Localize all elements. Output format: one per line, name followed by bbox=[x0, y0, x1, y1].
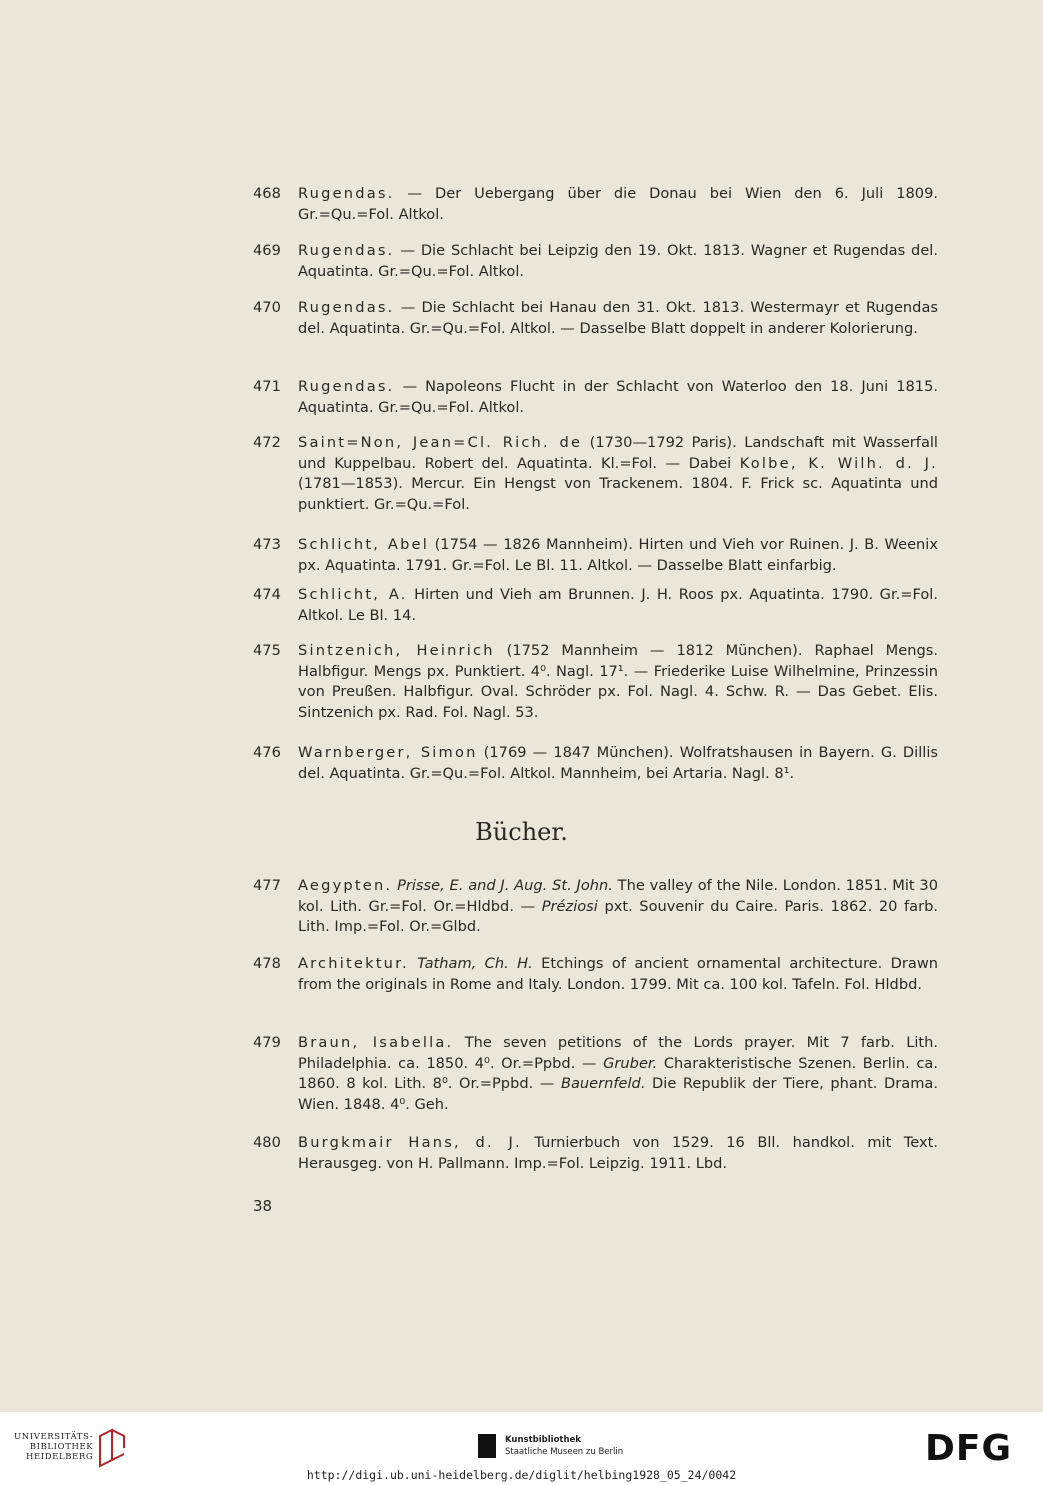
permalink-url[interactable]: http://digi.ub.uni-heidelberg.de/diglit/helbing1928_05_24/0042 bbox=[306, 1468, 737, 1482]
entry-name: Burgkmair Hans, d. J. bbox=[298, 1134, 522, 1151]
entry-text: Schlicht, Abel (1754 — 1826 Mannheim). Hirten und Vieh vor Ruinen. J. B. Weenix px. Aquatinta. 1791. Gr.=Fol. Le Bl. 11. Altkol. — Dasselbe Blatt einfarbig. bbox=[298, 536, 939, 574]
entry-text: Schlicht, A. Hirten und Vieh am Brunnen. J. H. Roos px. Aquatinta. 1790. Gr.=Fol. Altkol. Le Bl. 14. bbox=[298, 586, 938, 624]
entry-number: 473 bbox=[253, 536, 281, 553]
entry-name: Rugendas. bbox=[298, 299, 395, 316]
entry-number: 478 bbox=[253, 955, 281, 972]
catalog-entry-474 bbox=[253, 585, 943, 626]
catalog-entry-480 bbox=[253, 1133, 943, 1174]
entry-text: Braun, Isabella. The seven petitions of the Lords prayer. Mit 7 farb. Lith. Philadelphia. ca. 1850. 4⁰. Or.=Ppbd. — Gruber. Charakteristische Szenen. Berlin. ca. 1860. 8 kol. Lith. 8⁰. Or.=Ppbd. — Bauernfeld. Die Republik der Tiere, phant. Drama. Wien. 1848. 4⁰. Geh. bbox=[298, 1034, 938, 1113]
entry-text: Burgkmair Hans, d. J. Turnierbuch von 1529. 16 Bll. handkol. mit Text. Herausgeg. von H. Pallmann. Imp.=Fol. Leipzig. 1911. Lbd. bbox=[298, 1134, 938, 1172]
catalog-entry-477 bbox=[253, 876, 943, 938]
entry-number: 471 bbox=[253, 378, 281, 395]
entry-text: Architektur. Tatham, Ch. H. Etchings of ancient ornamental architecture. Drawn from the originals in Rome and Italy. London. 1799. Mit ca. 100 kol. Tafeln. Fol. Hldbd. bbox=[298, 955, 939, 993]
page-number: 38 bbox=[253, 1197, 273, 1215]
catalog-entry-470 bbox=[253, 298, 943, 339]
catalog-entry-476 bbox=[253, 743, 943, 784]
entry-number: 468 bbox=[253, 185, 281, 202]
entry-name: Braun, Isabella. bbox=[298, 1034, 454, 1051]
catalog-entry-473 bbox=[253, 535, 943, 576]
catalog-entry-471 bbox=[253, 377, 943, 418]
entry-name: Schlicht, Abel bbox=[298, 536, 429, 553]
entry-name: Schlicht, A. bbox=[298, 586, 408, 603]
entry-text: Saint=Non, Jean=Cl. Rich. de (1730—1792 Paris). Landschaft mit Wasserfall und Kuppelbau. Robert del. Aquatinta. Kl.=Fol. — Dabei Kolbe, K. Wilh. d. J. (1781—1853). Mercur. Ein Hengst von Trackenem. 1804. F. Frick sc. Aquatinta und punktiert. Gr.=Qu.=Fol. bbox=[298, 434, 938, 513]
entry-text: Warnberger, Simon (1769 — 1847 München). Wolfratshausen in Bayern. G. Dillis del. Aquatinta. Gr.=Qu.=Fol. Altkol. Mannheim, bei Artaria. Nagl. 8¹. bbox=[298, 744, 938, 782]
entry-number: 472 bbox=[253, 434, 281, 451]
university-logo-icon[interactable] bbox=[96, 1426, 128, 1470]
catalog-entry-479 bbox=[253, 1033, 943, 1115]
entry-text: Aegypten. Prisse, E. and J. Aug. St. John. The valley of the Nile. London. 1851. Mit 30 kol. Lith. Gr.=Fol. Or.=Hldbd. — Préziosi pxt. Souvenir du Caire. Paris. 1862. 20 farb. Lith. Imp.=Fol. Or.=Glbd. bbox=[298, 877, 938, 935]
section-heading: Bücher. bbox=[475, 818, 568, 846]
catalog-entry-469 bbox=[253, 241, 943, 282]
entry-number: 479 bbox=[253, 1034, 281, 1051]
kunstbibliothek-label[interactable]: Kunstbibliothek Staatliche Museen zu Berlin bbox=[505, 1435, 624, 1457]
university-library-label[interactable]: UNIVERSITÄTS- BIBLIOTHEK HEIDELBERG bbox=[14, 1432, 94, 1462]
dfg-logo[interactable]: DFG bbox=[925, 1428, 1013, 1469]
catalog-entry-468 bbox=[253, 184, 943, 225]
entry-number: 475 bbox=[253, 642, 281, 659]
entry-name: Architektur. bbox=[298, 955, 409, 972]
kunstbibliothek-logo-icon[interactable] bbox=[478, 1434, 496, 1458]
viewer-footer bbox=[0, 1412, 1043, 1485]
catalog-entry-472 bbox=[253, 433, 943, 515]
entry-name: Rugendas. bbox=[298, 242, 395, 259]
entry-number: 480 bbox=[253, 1134, 281, 1151]
entry-number: 470 bbox=[253, 299, 281, 316]
catalog-entry-478 bbox=[253, 954, 943, 995]
entry-text: Rugendas. — Napoleons Flucht in der Schlacht von Waterloo den 18. Juni 1815. Aquatinta. Gr.=Qu.=Fol. Altkol. bbox=[298, 378, 938, 416]
entry-name: Sintzenich, Heinrich bbox=[298, 642, 495, 659]
entry-name-secondary: Kolbe, K. Wilh. d. J. bbox=[739, 454, 938, 472]
catalog-entry-475 bbox=[253, 641, 943, 723]
entry-name: Rugendas. bbox=[298, 378, 395, 395]
entry-text: Rugendas. — Die Schlacht bei Hanau den 31. Okt. 1813. Westermayr et Rugendas del. Aquatinta. Gr.=Qu.=Fol. Altkol. — Dasselbe Blatt doppelt in anderer Kolorierung. bbox=[298, 299, 938, 337]
entry-name: Rugendas. bbox=[298, 185, 395, 202]
entry-text: Rugendas. — Die Schlacht bei Leipzig den 19. Okt. 1813. Wagner et Rugendas del. Aquatinta. Gr.=Qu.=Fol. Altkol. bbox=[298, 242, 938, 280]
entry-name: Aegypten. bbox=[298, 877, 393, 894]
entry-text: Rugendas. — Der Uebergang über die Donau bei Wien den 6. Juli 1809. Gr.=Qu.=Fol. Altkol. bbox=[298, 185, 938, 223]
entry-text: Sintzenich, Heinrich (1752 Mannheim — 1812 München). Raphael Mengs. Halbfigur. Mengs px. Punktiert. 4⁰. Nagl. 17¹. — Friederike Luise Wilhelmine, Prinzessin von Preußen. Halbfigur. Oval. Schröder px. Fol. Nagl. 4. Schw. R. — Das Gebet. Elis. Sintzenich px. Rad. Fol. Nagl. 53. bbox=[298, 642, 938, 721]
entry-number: 474 bbox=[253, 586, 281, 603]
entry-number: 477 bbox=[253, 877, 281, 894]
entry-name: Warnberger, Simon bbox=[298, 744, 478, 761]
entry-name: Saint=Non, Jean=Cl. Rich. de bbox=[298, 434, 583, 451]
entry-number: 469 bbox=[253, 242, 281, 259]
entry-number: 476 bbox=[253, 744, 281, 761]
